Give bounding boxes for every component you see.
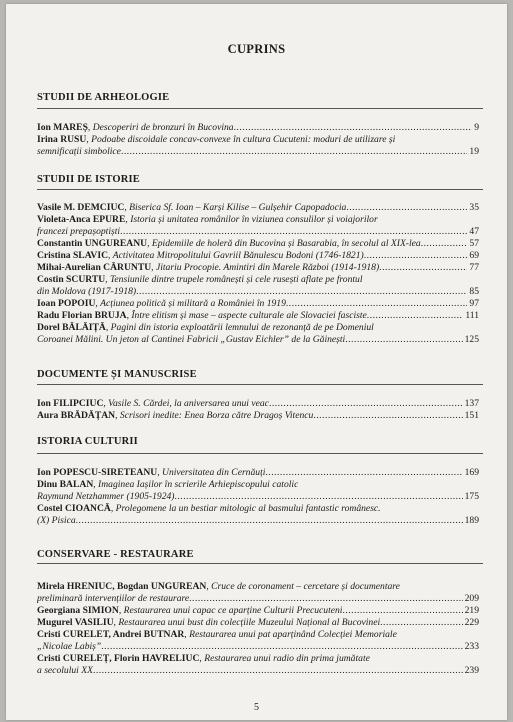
entry-author: Ion POPESCU-SIRETEANU bbox=[37, 467, 158, 478]
entry-title: Restaurarea unui bust din colecțiile Muzeului Național al Bucovinei bbox=[118, 617, 381, 628]
dot-leader bbox=[189, 593, 462, 605]
entry-page-number: 47 bbox=[469, 226, 479, 237]
entry-title: Restaurarea unui capac ce aparține Culturii Precucuteni bbox=[123, 605, 343, 616]
entry-title-continuation: (X) Pisica bbox=[37, 515, 76, 526]
dot-leader bbox=[286, 298, 468, 310]
section-divider bbox=[37, 384, 483, 385]
entry-author: Vasile M. DEMCIUC bbox=[37, 202, 125, 213]
toc-entry[interactable]: Vasile M. DEMCIUC, Biserica Sf. Ioan – Karși Kilise – Gulșehir Capopadocia ..... 35 bbox=[37, 202, 479, 214]
toc-entry[interactable]: Constantin UNGUREANU, Epidemiile de holeră din Bucovina și Basarabia, în secolul al XIX-lea ..... 57 bbox=[37, 238, 479, 250]
page-number: 5 bbox=[254, 702, 259, 713]
section-divider bbox=[37, 108, 483, 109]
entry-title-continuation: francezi prepașoptiști bbox=[37, 226, 121, 237]
entry-page-number: 169 bbox=[464, 467, 479, 478]
toc-entry[interactable]: Cristi CURELET, Andrei BUTNAR, Restaurarea unui pat aparținând Colecției Memoriale „Nicolae Labiș” ..... 233 bbox=[37, 629, 479, 653]
toc-entry[interactable]: Ion FILIPCIUC, Vasile S. Cărdei, la aniversarea unui veac ..... 137 bbox=[37, 398, 479, 410]
entry-author: Cristina SLAVIC bbox=[37, 250, 108, 261]
section-heading: DOCUMENTE ȘI MANUSCRISE bbox=[37, 369, 197, 380]
entry-title: Între elitism și mase – aspecte culturale ale Slovaciei fasciste bbox=[131, 310, 367, 321]
toc-entry[interactable]: Ion POPESCU-SIRETEANU, Universitatea din Cernăuți ..... 169 bbox=[37, 467, 479, 479]
entry-author: Georgiana SIMION bbox=[37, 605, 119, 616]
entry-title: Istoria și unitatea românilor în viziunea consulilor și voiajorilor bbox=[130, 214, 378, 225]
entry-title-continuation: din Moldova (1917-1918) bbox=[37, 286, 137, 297]
entry-page-number: 77 bbox=[469, 262, 479, 273]
section-divider bbox=[37, 563, 483, 564]
entry-title: Restaurarea unui pat aparținând Colecției Memoriale bbox=[189, 629, 397, 640]
entry-page-number: 111 bbox=[465, 310, 479, 321]
entry-title: Descoperiri de bronzuri în Bucovina bbox=[92, 122, 234, 133]
entry-page-number: 35 bbox=[469, 202, 479, 213]
entry-title: Epidemiile de holeră din Bucovina și Basarabia, în secolul al XIX-lea bbox=[151, 238, 421, 249]
entry-title: Pagini din istoria exploatării lemnului de rezonanță de pe Domeniul bbox=[110, 322, 374, 333]
entry-title-continuation: Coroanei Mălini. Un jeton al Cantinei Fabricii „Gustav Eichler” de la Găinești bbox=[37, 334, 346, 345]
entry-author: Cristi CURELET, Andrei BUTNAR bbox=[37, 629, 185, 640]
entry-author: Costin SCURTU bbox=[37, 274, 106, 285]
entry-author: Aura BRĂDĂȚAN bbox=[37, 410, 116, 421]
dot-leader bbox=[269, 398, 463, 410]
entry-page-number: 175 bbox=[464, 491, 479, 502]
entry-title: Scrisori inedite: Enea Borza către Dragoș Vitencu bbox=[119, 410, 314, 421]
entry-title: Activitatea Mitropolitului Gavriil Bănulescu Bodoni (1746-1821) bbox=[112, 250, 364, 261]
toc-entry[interactable]: Mugurel VASILIU, Restaurarea unui bust din colecțiile Muzeului Național al Bucovinei ..... 229 bbox=[37, 617, 479, 629]
entry-page-number: 229 bbox=[464, 617, 479, 628]
toc-entry[interactable]: Dorel BĂLĂIȚĂ, Pagini din istoria exploatării lemnului de rezonanță de pe Domeniul Coroanei Mălini. Un jeton al Cantinei Fabricii „Gustav Eichler” de la Găinești ..... 125 bbox=[37, 322, 479, 346]
dot-leader bbox=[93, 665, 463, 677]
dot-leader bbox=[265, 467, 462, 479]
entry-title: Restaurarea unui radio din prima jumătate bbox=[204, 653, 370, 664]
entry-title: Cruce de coronament – cercetare și documentare bbox=[211, 581, 400, 592]
dot-leader bbox=[101, 641, 462, 653]
toc-entry[interactable]: Ioan POPOIU, Acțiunea politică și militară a României în 1919 ..... 97 bbox=[37, 298, 479, 310]
entry-title-continuation: preliminară intervențiilor de restaurare bbox=[37, 593, 190, 604]
dot-leader bbox=[421, 238, 468, 250]
entry-author: Mihai-Aurelian CĂRUNTU bbox=[37, 262, 152, 273]
page-title: CUPRINS bbox=[227, 42, 286, 56]
entry-title: Vasile S. Cărdei, la aniversarea unui veac bbox=[108, 398, 269, 409]
dot-leader bbox=[121, 146, 467, 158]
entry-page-number: 209 bbox=[464, 593, 479, 604]
section-heading: STUDII DE ARHEOLOGIE bbox=[37, 92, 170, 103]
section-heading: ISTORIA CULTURII bbox=[37, 436, 138, 447]
toc-entry[interactable]: Irina RUSU, Podoabe discoidale concav-convexe în cultura Cucuteni: moduri de utilizare și semnificații simbolice ..... 19 bbox=[37, 134, 479, 158]
entry-author: Violeta-Anca EPURE bbox=[37, 214, 126, 225]
toc-entry[interactable]: Mihai-Aurelian CĂRUNTU, Jitariu Procopie. Amintiri din Marele Război (1914-1918) ..... 77 bbox=[37, 262, 479, 274]
toc-entry[interactable]: Mirela HRENIUC, Bogdan UNGUREAN, Cruce de coronament – cercetare și documentare preliminară intervențiilor de restaurare ..... 209 bbox=[37, 581, 479, 605]
section-heading: STUDII DE ISTORIE bbox=[37, 174, 140, 185]
entry-page-number: 151 bbox=[464, 410, 479, 421]
entry-page-number: 219 bbox=[464, 605, 479, 616]
entry-title: Acțiunea politică și militară a României în 1919 bbox=[100, 298, 286, 309]
entry-author: Irina RUSU bbox=[37, 134, 87, 145]
entry-page-number: 9 bbox=[474, 122, 479, 133]
dot-leader bbox=[364, 250, 468, 262]
entry-title: Jitariu Procopie. Amintiri din Marele Război (1914-1918) bbox=[155, 262, 380, 273]
entry-page-number: 189 bbox=[464, 515, 479, 526]
dot-leader bbox=[367, 310, 464, 322]
dot-leader bbox=[380, 617, 462, 629]
entry-title-continuation: a secolului XX bbox=[37, 665, 93, 676]
entry-page-number: 137 bbox=[464, 398, 479, 409]
entry-title: Tensiunile dintre trupele românești și cele rusești aflate pe frontul bbox=[109, 274, 363, 285]
entry-author: Radu Florian BRUJA bbox=[37, 310, 127, 321]
section-divider bbox=[37, 453, 483, 454]
entry-page-number: 19 bbox=[469, 146, 479, 157]
dot-leader bbox=[175, 491, 463, 503]
entry-page-number: 85 bbox=[469, 286, 479, 297]
entry-title: Prolegomene la un bestiar mitologic al basmului fantastic românesc. bbox=[115, 503, 381, 514]
toc-entry[interactable]: Cristi CURELEȚ, Florin HAVRELIUC, Restaurarea unui radio din prima jumătate a secolului XX ..... 239 bbox=[37, 653, 479, 677]
entry-page-number: 233 bbox=[464, 641, 479, 652]
book-page bbox=[6, 4, 507, 720]
dot-leader bbox=[379, 262, 467, 274]
entry-author: Dinu BALAN bbox=[37, 479, 94, 490]
section-heading: CONSERVARE - RESTAURARE bbox=[37, 549, 194, 560]
entry-title-continuation: Raymund Netzhammer (1905-1924) bbox=[37, 491, 175, 502]
entry-page-number: 97 bbox=[469, 298, 479, 309]
dot-leader bbox=[136, 286, 467, 298]
toc-entry[interactable]: Dinu BALAN, Imaginea Iașilor în scrierile Arhiepiscopului catolic Raymund Netzhammer (1905-1924) ..... 175 bbox=[37, 479, 479, 503]
dot-leader bbox=[346, 202, 467, 214]
section-divider bbox=[37, 189, 483, 190]
entry-author: Ioan POPOIU bbox=[37, 298, 96, 309]
toc-entry[interactable]: Radu Florian BRUJA, Între elitism și mase – aspecte culturale ale Slovaciei fasciste ..... 111 bbox=[37, 310, 479, 322]
entry-title: Podoabe discoidale concav-convexe în cultura Cucuteni: moduri de utilizare și bbox=[91, 134, 396, 145]
dot-leader bbox=[313, 410, 462, 422]
dot-leader bbox=[234, 122, 473, 134]
entry-title-continuation: „Nicolae Labiș” bbox=[37, 641, 102, 652]
entry-author: Ion MAREȘ bbox=[37, 122, 88, 133]
toc-entry[interactable]: Georgiana SIMION, Restaurarea unui capac ce aparține Culturii Precucuteni ..... 219 bbox=[37, 605, 479, 617]
entry-author: Constantin UNGUREANU bbox=[37, 238, 148, 249]
toc-entry[interactable]: Cristina SLAVIC, Activitatea Mitropolitului Gavriil Bănulescu Bodoni (1746-1821) ..... 69 bbox=[37, 250, 479, 262]
entry-page-number: 239 bbox=[464, 665, 479, 676]
dot-leader bbox=[342, 605, 462, 617]
entry-author: Ion FILIPCIUC bbox=[37, 398, 104, 409]
toc-entry[interactable]: Ion MAREȘ, Descoperiri de bronzuri în Bucovina ..... 9 bbox=[37, 122, 479, 134]
entry-title: Universitatea din Cernăuți bbox=[162, 467, 266, 478]
toc-entry[interactable]: Costin SCURTU, Tensiunile dintre trupele românești și cele rusești aflate pe frontul din Moldova (1917-1918) ..... 85 bbox=[37, 274, 479, 298]
entry-author: Mirela HRENIUC, Bogdan UNGUREAN bbox=[37, 581, 207, 592]
entry-page-number: 125 bbox=[464, 334, 479, 345]
entry-page-number: 69 bbox=[469, 250, 479, 261]
entry-author: Mugurel VASILIU bbox=[37, 617, 114, 628]
dot-leader bbox=[120, 226, 467, 238]
entry-page-number: 57 bbox=[469, 238, 479, 249]
toc-entry[interactable]: Aura BRĂDĂȚAN, Scrisori inedite: Enea Borza către Dragoș Vitencu ..... 151 bbox=[37, 410, 479, 422]
entry-title: Imaginea Iașilor în scrierile Arhiepiscopului catolic bbox=[98, 479, 299, 490]
dot-leader bbox=[76, 515, 463, 527]
toc-entry[interactable]: Violeta-Anca EPURE, Istoria și unitatea românilor în viziunea consulilor și voiajorilor francezi prepașoptiști ..... 47 bbox=[37, 214, 479, 238]
entry-author: Costel CIOANCĂ bbox=[37, 503, 111, 514]
entry-author: Cristi CURELEȚ, Florin HAVRELIUC bbox=[37, 653, 200, 664]
dot-leader bbox=[345, 334, 462, 346]
toc-entry[interactable]: Costel CIOANCĂ, Prolegomene la un bestiar mitologic al basmului fantastic românesc. (X) Pisica ..... 189 bbox=[37, 503, 479, 527]
entry-author: Dorel BĂLĂIȚĂ bbox=[37, 322, 106, 333]
entry-title-continuation: semnificații simbolice bbox=[37, 146, 121, 157]
entry-title: Biserica Sf. Ioan – Karși Kilise – Gulșehir Capopadocia bbox=[129, 202, 347, 213]
